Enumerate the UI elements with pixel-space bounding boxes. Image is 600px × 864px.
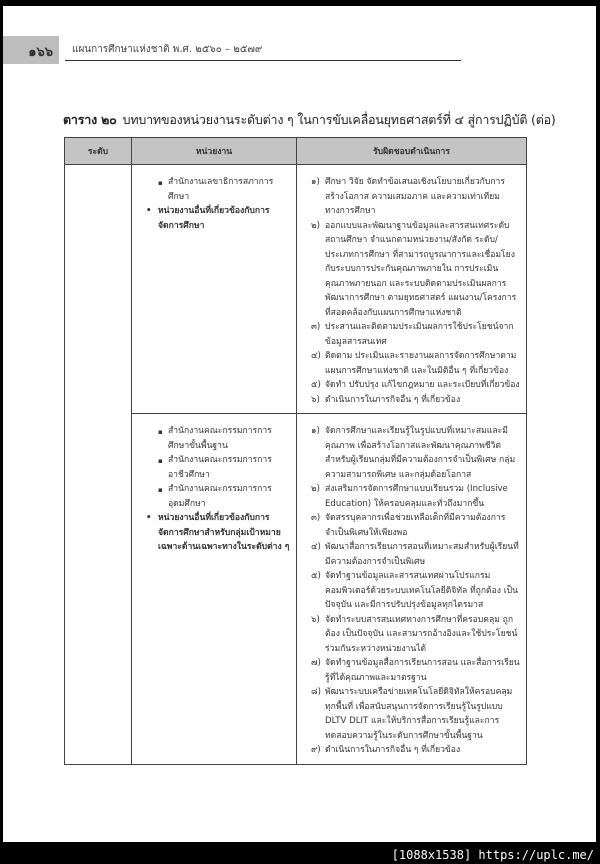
unit-text: สำนักงานเลขาธิการสภาการศึกษา [168,177,274,202]
level-cell [65,165,132,414]
responsibility-item [311,569,520,613]
table-row [65,165,527,414]
responsibility-item [311,393,520,408]
table-header-row [65,138,527,165]
item-number: ๘) [311,687,321,697]
table-label: ตาราง ๒๐ [63,112,117,127]
responsibility-cell [297,165,527,414]
table-caption [63,110,556,130]
document-page [3,6,596,842]
unit-item [146,453,290,482]
item-number: ๒) [311,484,321,494]
responsibility-text: ออกแบบและพัฒนาฐานข้อมูลและสารสนเทศระดับสถานศึกษา จำแนกตามหน่วยงาน/สังกัด ระดับ/ประเภทการศึกษา ที่สามารถบูรณาการและเชื่อมโยงกับระบบการประกันคุณภาพภายใน การประเมินคุณภาพภายนอก และระบบติดตามประเมินผลการพัฒนาการศึกษา ตามยุทธศาสตร์ แผนงาน/โครงการที่สอดคล้องกับแผนการศึกษาแห่งชาติ [325,220,517,318]
roles-table [64,137,527,765]
responsibility-text: พัฒนาสื่อการเรียนการสอนที่เหมาะสมสำหรับผู้เรียนที่มีความต้องการจำเป็นพิเศษ [325,542,519,567]
item-number: ๓) [311,322,321,332]
responsibility-item [311,378,520,393]
column-header-unit: หน่วยงาน [132,138,297,165]
item-number: ๑) [311,426,320,436]
responsibility-item [311,613,520,657]
responsibility-item [311,219,520,321]
responsibility-text: จัดทำระบบสารสนเทศทางการศึกษาที่ครอบคลุม ถูกต้อง เป็นปัจจุบัน และสามารถอ้างอิงและใช้ประโยชน์ร่วมกันระหว่างหน่วยงานได้ [325,614,518,654]
item-number: ๒) [311,220,321,231]
responsibility-text: พัฒนาระบบเครือข่ายเทคโนโลยีดิจิทัลให้ครอบคลุมทุกพื้นที่ เพื่อสนับสนุนการจัดการเรียนรู้ในรูปแบบ DLTV DLIT และให้บริการสื่อการเรียนรู้และการทดสอบความรู้ในระดับการศึกษาขั้นพื้นฐาน [325,687,513,741]
item-number: ๔) [311,351,321,361]
header-rule [65,60,461,61]
responsibility-text: จัดสรรบุคลากรเพื่อช่วยเหลือเด็กที่มีความต้องการจำเป็นพิเศษให้เพียงพอ [325,513,506,538]
bullet-icon: • [146,513,152,523]
responsibility-text: ดำเนินการในภารกิจอื่น ๆ ที่เกี่ยวข้อง [325,745,461,755]
responsibility-item [311,656,520,685]
item-number: ๓) [311,513,321,523]
unit-cell [132,414,297,765]
responsibility-text: ติดตาม ประเมินและรายงานผลการจัดการศึกษาตามแผนการศึกษาแห่งชาติ และในมิติอื่น ๆ ที่เกี่ยวข้อง [325,351,517,376]
responsibility-item [311,175,520,219]
running-title: แผนการศึกษาแห่งชาติ พ.ศ. ๒๕๖๐ – ๒๕๗๙ [72,44,263,55]
column-header-level: ระดับ [65,138,132,165]
bullet-icon: ▪ [158,486,163,494]
responsibility-text: จัดการศึกษาและเรียนรู้ในรูปแบบที่เหมาะสมและมีคุณภาพ เพื่อสร้างโอกาสและพัฒนาคุณภาพชีวิตสำหรับผู้เรียนกลุ่มที่มีความต้องการจำเป็นพิเศษ กลุ่มความสามารถพิเศษ และกลุ่มด้อยโอกาส [325,426,516,480]
item-number: ๕) [311,571,321,581]
responsibility-item [311,743,520,758]
unit-item [146,204,290,233]
responsibility-text: จัดทำฐานข้อมูลและสารสนเทศผ่านโปรแกรมคอมพิวเตอร์ด้วยระบบเทคโนโลยีดิจิทัล ที่ถูกต้อง เป็นปัจจุบัน และมีการปรับปรุงข้อมูลทุกไตรมาส [325,571,518,610]
table-title: บทบาทของหน่วยงานระดับต่าง ๆ ในการขับเคลื่อนยุทธศาสตร์ที่ ๔ สู่การปฏิบัติ (ต่อ) [122,112,556,127]
responsibility-text: ประสานและติดตามประเมินผลการใช้ประโยชน์จากข้อมูลสารสนเทศ [325,322,514,347]
responsibility-item [311,482,520,511]
item-number: ๕) [311,380,321,390]
item-number: ๙) [311,745,321,755]
level-cell [65,414,132,765]
responsibility-item [311,540,520,569]
page-number-tab [3,36,59,64]
responsibility-text: จัดทำฐานข้อมูลสื่อการเรียนการสอน และสื่อการเรียนรู้ที่ได้คุณภาพและมาตรฐาน [325,658,520,683]
unit-text: หน่วยงานอื่นที่เกี่ยวข้องกับการจัดการศึกษา [158,206,270,231]
responsibility-cell [297,414,527,765]
responsibility-text: ดำเนินการในภารกิจอื่น ๆ ที่เกี่ยวข้อง [325,394,461,405]
unit-item [146,511,290,555]
table-row [65,414,527,765]
responsibility-text: ศึกษา วิจัย จัดทำข้อเสนอเชิงนโยบายเกี่ยวกับการสร้างโอกาส ความเสมอภาค และความเท่าเทียมทางการศึกษา [325,177,505,216]
item-number: ๖) [311,614,320,625]
item-number: ๑) [311,177,320,187]
responsibility-text: ส่งเสริมการจัดการศึกษาแบบเรียนรวม (Inclusive Education) ให้ครอบคลุมและทั่วถึงมากขึ้น [325,484,508,509]
responsibility-item [311,685,520,743]
unit-text: สำนักงานคณะกรรมการการศึกษาขั้นพื้นฐาน [168,426,272,451]
unit-cell [132,165,297,414]
unit-item [146,175,290,204]
bullet-icon: ▪ [158,179,163,187]
responsibility-item [311,349,520,378]
bullet-icon: ▪ [158,457,163,465]
responsibility-text: จัดทำ ปรับปรุง แก้ไขกฎหมาย และระเบียบที่เกี่ยวข้อง [325,380,520,390]
unit-text: สำนักงานคณะกรรมการการอาชีวศึกษา [168,455,272,480]
item-number: ๔) [311,542,321,552]
responsibility-item [311,511,520,540]
bullet-icon: ▪ [158,428,163,436]
watermark: [1088x1538] https://uplc.me/ [391,848,594,862]
responsibility-item [311,320,520,349]
bullet-icon: • [146,206,152,216]
unit-text: หน่วยงานอื่นที่เกี่ยวข้องกับการจัดการศึกษาสำหรับกลุ่มเป้าหมายเฉพาะด้านเฉพาะทางในระดับต่าง ๆ [158,513,290,552]
responsibility-item [311,424,520,482]
item-number: ๖) [311,394,320,405]
unit-item [146,424,290,453]
column-header-responsibility: รับผิดชอบดำเนินการ [297,138,527,165]
unit-text: สำนักงานคณะกรรมการการอุดมศึกษา [168,484,272,509]
unit-item [146,482,290,511]
page-number: ๑๖๖ [28,45,53,60]
item-number: ๗) [311,658,321,668]
